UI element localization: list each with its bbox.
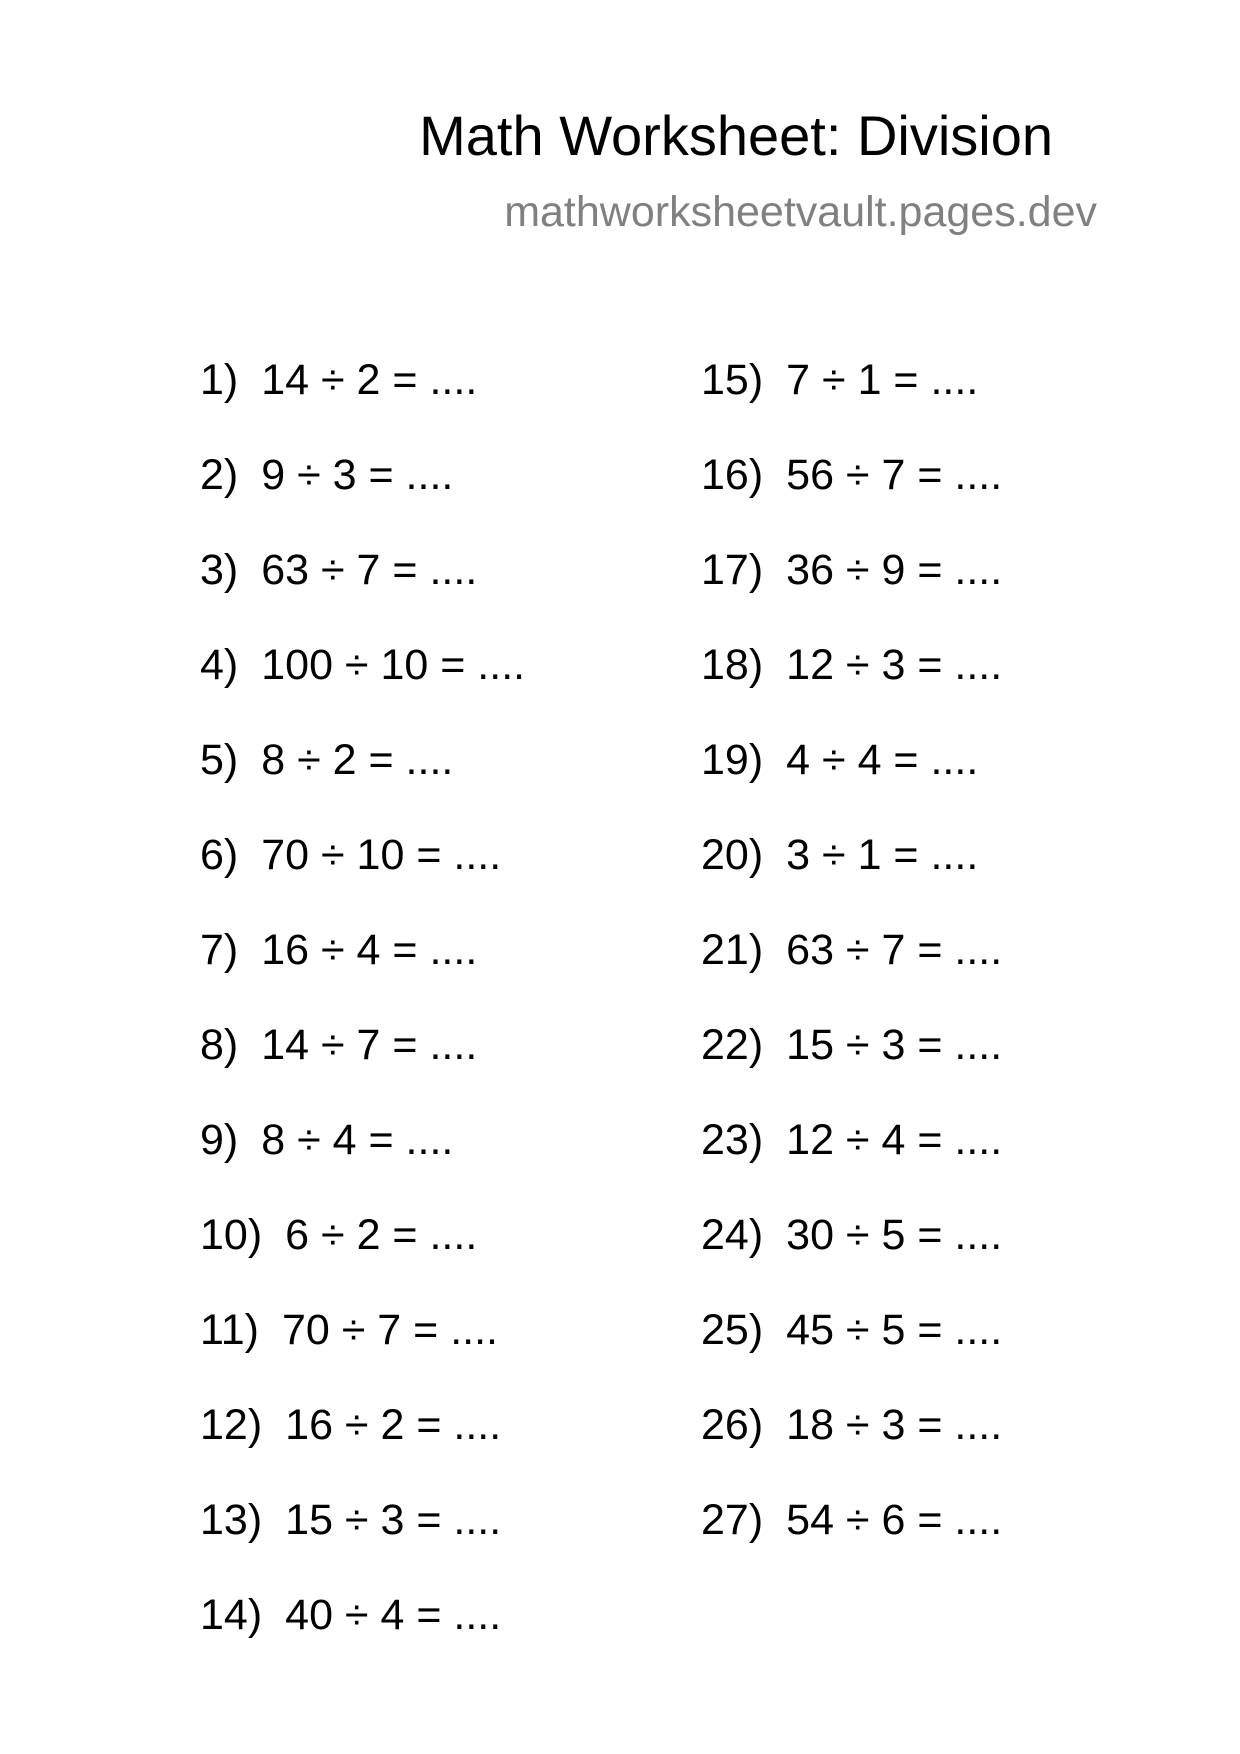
problem-expression: 30 ÷ 5 = ....: [786, 1211, 1003, 1259]
problem-expression: 6 ÷ 2 = ....: [285, 1211, 478, 1259]
problem-item: [200, 350, 525, 445]
problem-item: [200, 1205, 525, 1300]
problem-expression: 18 ÷ 3 = ....: [786, 1401, 1003, 1449]
problem-item: [701, 1110, 1002, 1205]
problem-item: [701, 920, 1002, 1015]
page-title: Math Worksheet: Division: [419, 104, 1053, 167]
problem-expression: 70 ÷ 7 = ....: [281, 1306, 498, 1354]
problem-number: 18): [701, 641, 764, 689]
problem-number: 4): [200, 641, 239, 689]
problem-expression: 56 ÷ 7 = ....: [786, 451, 1003, 499]
problem-number: 5): [200, 736, 239, 784]
problem-item: [701, 1490, 1002, 1585]
problem-number: 22): [701, 1021, 764, 1069]
problem-item: [701, 635, 1002, 730]
problem-item: [701, 730, 1002, 825]
problem-expression: 70 ÷ 10 = ....: [261, 831, 502, 879]
problem-expression: 45 ÷ 5 = ....: [786, 1306, 1003, 1354]
problem-number: 26): [701, 1401, 764, 1449]
problem-expression: 100 ÷ 10 = ....: [261, 641, 526, 689]
problem-number: 23): [701, 1116, 764, 1164]
problem-expression: 54 ÷ 6 = ....: [786, 1496, 1003, 1544]
problem-item: [200, 1300, 525, 1395]
problem-item: [200, 1015, 525, 1110]
problem-number: 12): [200, 1401, 263, 1449]
problem-number: 19): [701, 736, 764, 784]
problem-expression: 8 ÷ 4 = ....: [261, 1116, 454, 1164]
problem-item: [701, 1015, 1002, 1110]
problem-expression: 14 ÷ 2 = ....: [261, 356, 478, 404]
problem-item: [200, 825, 525, 920]
problem-number: 24): [701, 1211, 764, 1259]
problem-expression: 4 ÷ 4 = ....: [786, 736, 979, 784]
problem-number: 2): [200, 451, 239, 499]
problem-item: [200, 730, 525, 825]
problem-expression: 36 ÷ 9 = ....: [786, 546, 1003, 594]
problem-number: 25): [701, 1306, 764, 1354]
problem-column-right: [701, 350, 1002, 1585]
problem-expression: 63 ÷ 7 = ....: [261, 546, 478, 594]
problem-expression: 16 ÷ 2 = ....: [285, 1401, 502, 1449]
problem-number: 27): [701, 1496, 764, 1544]
problem-item: [701, 445, 1002, 540]
problem-expression: 15 ÷ 3 = ....: [786, 1021, 1003, 1069]
problem-item: [200, 1490, 525, 1585]
problem-item: [200, 1585, 525, 1680]
problem-number: 10): [200, 1211, 263, 1259]
problem-item: [701, 350, 1002, 445]
problem-number: 21): [701, 926, 764, 974]
problem-item: [200, 445, 525, 540]
problem-item: [200, 1395, 525, 1490]
source-url: mathworksheetvault.pages.dev: [504, 188, 1097, 236]
problem-expression: 12 ÷ 4 = ....: [786, 1116, 1003, 1164]
problem-item: [200, 920, 525, 1015]
problem-expression: 14 ÷ 7 = ....: [261, 1021, 478, 1069]
problem-item: [200, 635, 525, 730]
problem-expression: 12 ÷ 3 = ....: [786, 641, 1003, 689]
problem-number: 3): [200, 546, 239, 594]
problem-number: 14): [200, 1591, 263, 1639]
problem-number: 6): [200, 831, 239, 879]
problem-expression: 63 ÷ 7 = ....: [786, 926, 1003, 974]
problem-item: [701, 1205, 1002, 1300]
problem-number: 16): [701, 451, 764, 499]
problem-item: [701, 825, 1002, 920]
problem-number: 17): [701, 546, 764, 594]
problem-expression: 7 ÷ 1 = ....: [786, 356, 979, 404]
problem-expression: 16 ÷ 4 = ....: [261, 926, 478, 974]
problem-number: 7): [200, 926, 239, 974]
problem-item: [701, 1395, 1002, 1490]
problem-item: [200, 540, 525, 635]
problem-expression: 15 ÷ 3 = ....: [285, 1496, 502, 1544]
problem-expression: 40 ÷ 4 = ....: [285, 1591, 502, 1639]
problem-expression: 8 ÷ 2 = ....: [261, 736, 454, 784]
problem-number: 13): [200, 1496, 263, 1544]
problem-item: [200, 1110, 525, 1205]
problem-number: 20): [701, 831, 764, 879]
problem-column-left: [200, 350, 525, 1680]
problem-number: 11): [200, 1306, 259, 1354]
problem-number: 15): [701, 356, 764, 404]
problem-expression: 3 ÷ 1 = ....: [786, 831, 979, 879]
problem-expression: 9 ÷ 3 = ....: [261, 451, 454, 499]
problem-number: 8): [200, 1021, 239, 1069]
problem-item: [701, 540, 1002, 635]
problem-number: 1): [200, 356, 239, 404]
problem-item: [701, 1300, 1002, 1395]
problem-number: 9): [200, 1116, 239, 1164]
